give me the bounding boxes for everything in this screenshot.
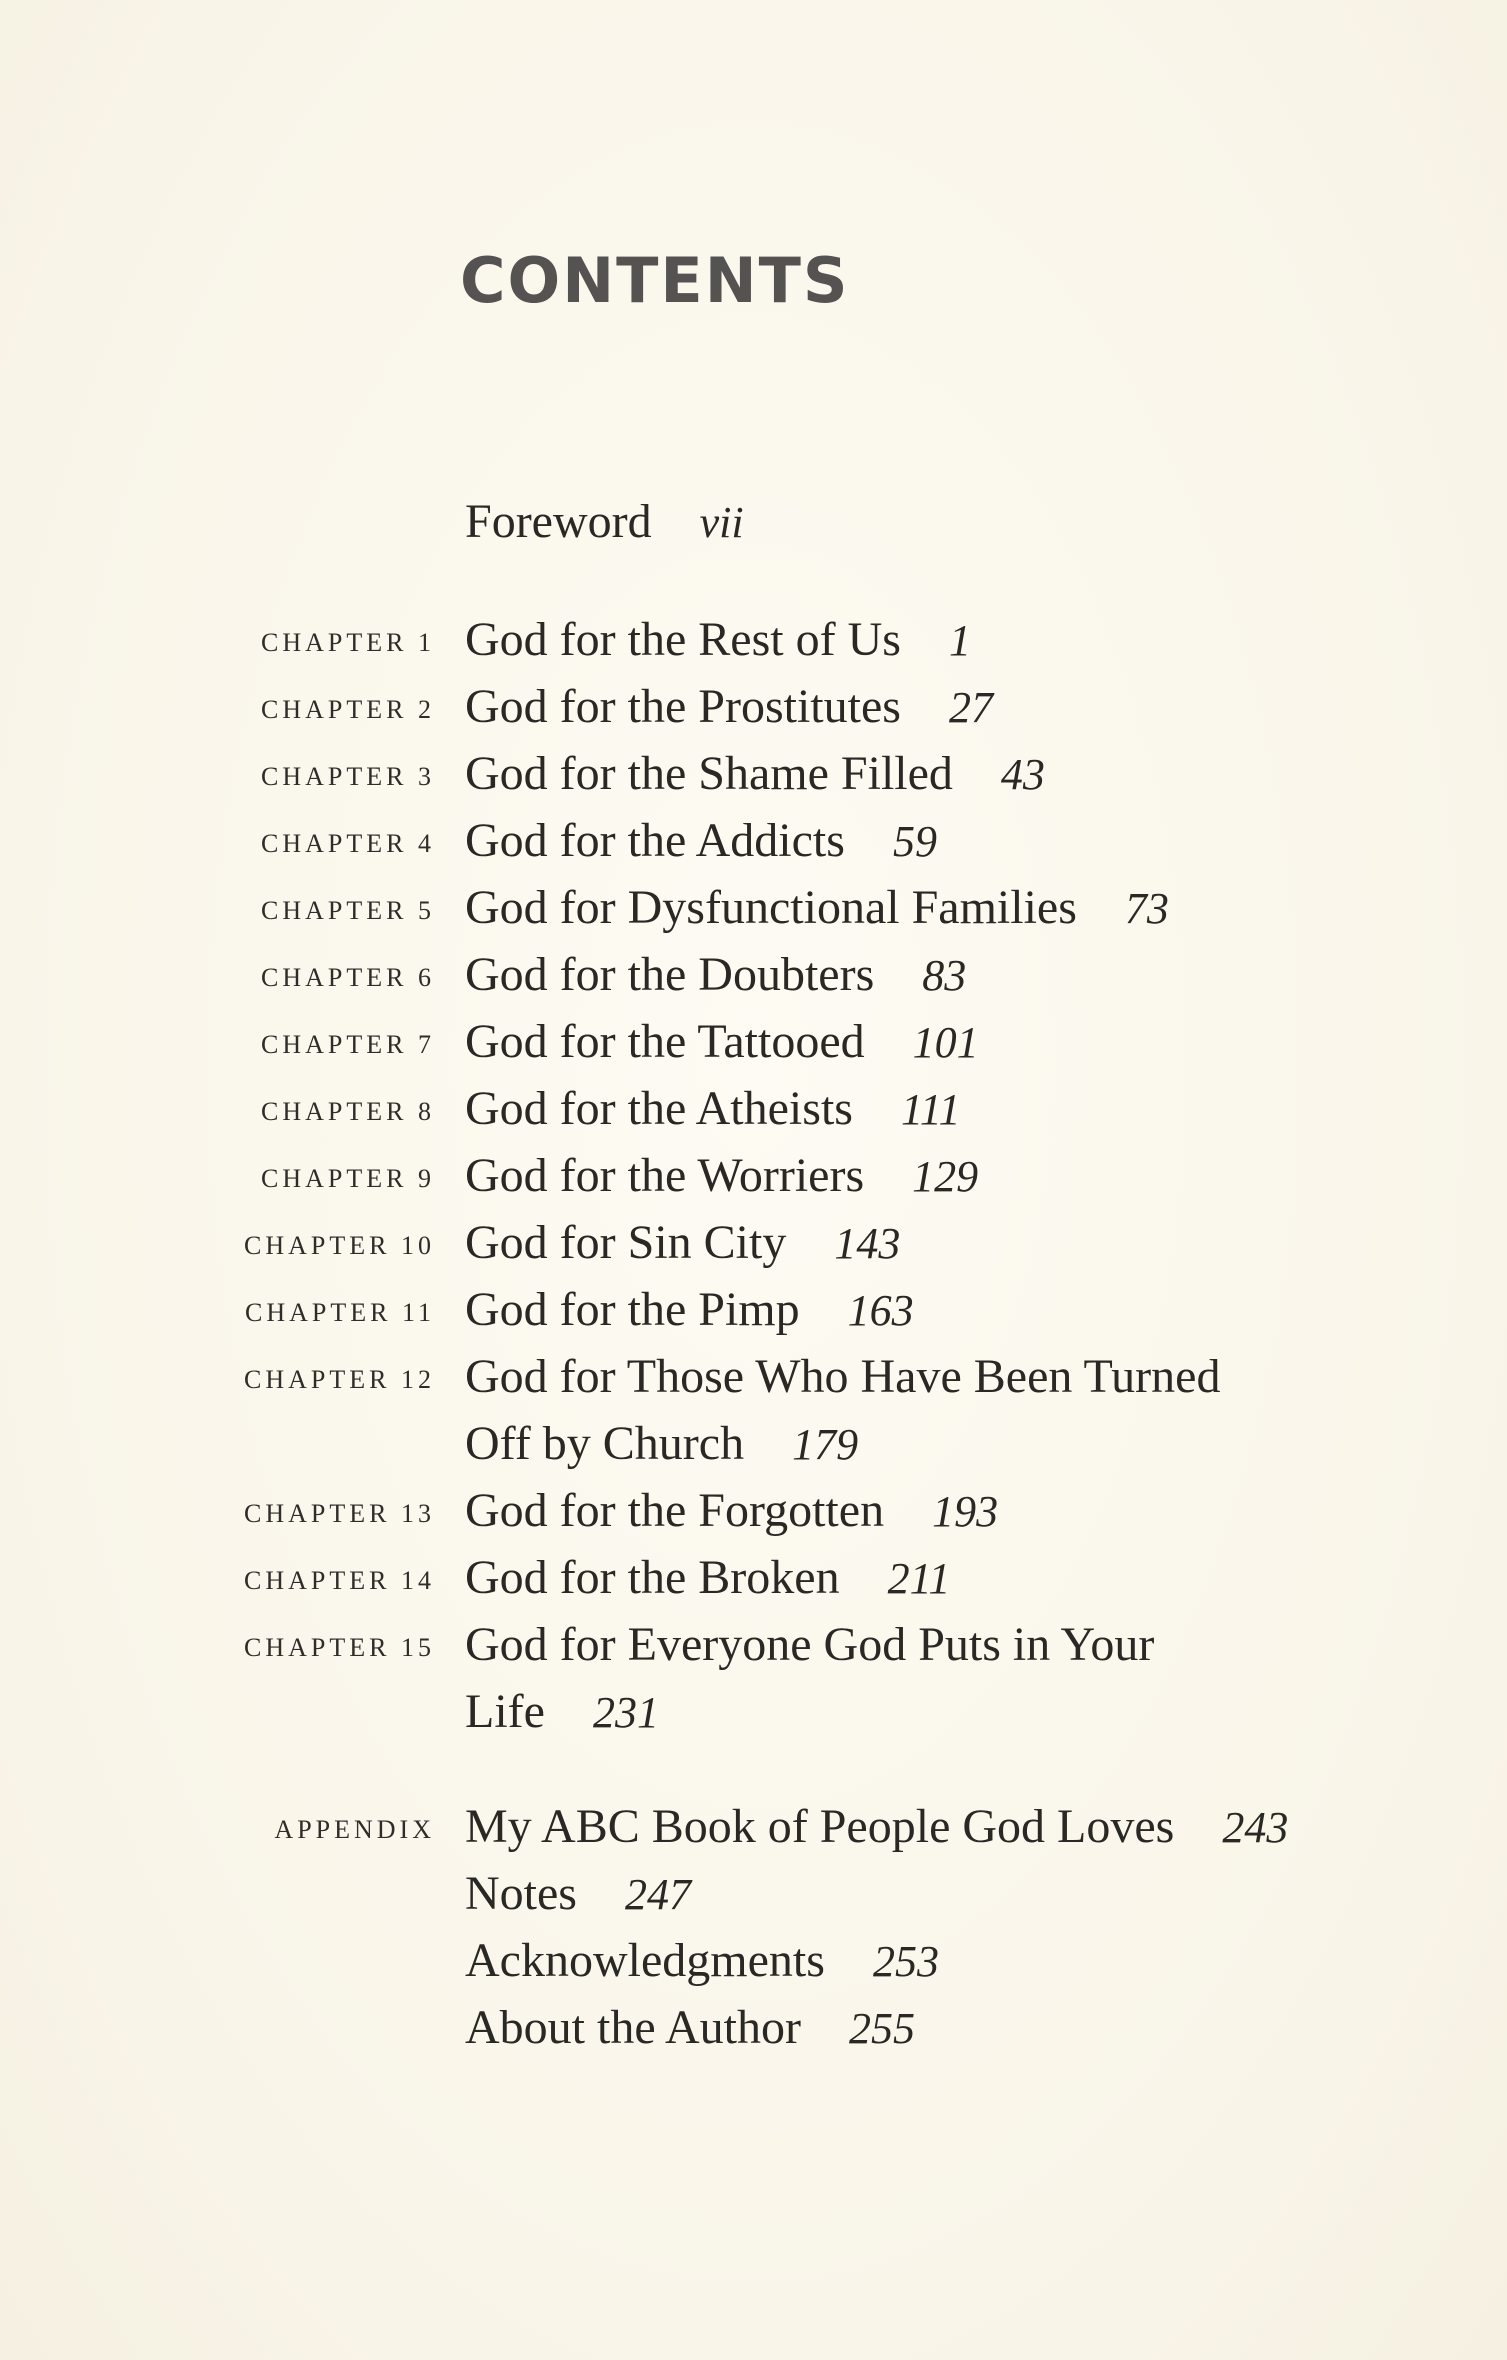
page-number: 27 [948,683,993,732]
entry-title: God for Dysfunctional Families [465,881,1077,934]
page-number: 231 [592,1688,659,1737]
page-number: 211 [887,1554,951,1603]
chapter-label: CHAPTER 15 [244,1633,435,1662]
entry-title: God for the Forgotten [465,1484,885,1537]
chapter-label: CHAPTER 4 [261,829,435,858]
entry-title: God for the Worriers [465,1149,865,1202]
entry-title: Notes [465,1867,577,1920]
page-number: 129 [912,1152,979,1201]
page-number: 43 [1000,750,1045,799]
entry-title: God for the Broken [465,1551,840,1604]
entry-title: God for Sin City [465,1216,787,1269]
page-number: 1 [948,616,971,665]
entry-title: Acknowledgments [465,1934,825,1987]
chapter-label: CHAPTER 8 [261,1097,435,1126]
entry-title: God for the Pimp [465,1283,800,1336]
entry-title: God for the Tattooed [465,1015,865,1068]
page-number: 101 [912,1018,979,1067]
page-number: 83 [922,951,967,1000]
page-number: 143 [834,1219,901,1268]
page-number: vii [699,498,744,547]
appendix-label: APPENDIX [274,1815,435,1844]
page-title: CONTENTS [460,244,850,317]
entry-title: God for Everyone God Puts in Your Life [465,1618,1155,1738]
entry-title: God for the Doubters [465,948,875,1001]
page-number: 253 [872,1937,939,1986]
chapter-label: CHAPTER 5 [261,896,435,925]
entry-title: God for the Shame Filled [465,747,953,800]
entry-title: God for the Atheists [465,1082,853,1135]
chapter-label: CHAPTER 9 [261,1164,435,1193]
page-number: 179 [792,1420,859,1469]
chapter-label: CHAPTER 12 [244,1365,435,1394]
page-number: 255 [848,2004,915,2053]
chapter-label: CHAPTER 3 [261,762,435,791]
chapter-label: CHAPTER 1 [261,628,435,657]
chapter-label: CHAPTER 7 [261,1030,435,1059]
page-number: 163 [847,1286,914,1335]
chapter-label: CHAPTER 11 [245,1298,435,1327]
page-number: 59 [892,817,937,866]
chapter-label: CHAPTER 14 [244,1566,435,1595]
entry-title: God for the Prostitutes [465,680,901,733]
entry-title: About the Author [465,2001,801,2054]
page-number: 111 [900,1085,961,1134]
page-number: 193 [932,1487,999,1536]
entry-title: God for the Rest of Us [465,613,901,666]
chapter-label: CHAPTER 2 [261,695,435,724]
entry-title: My ABC Book of People God Loves [465,1800,1175,1853]
chapter-label: CHAPTER 6 [261,963,435,992]
entry-title: Foreword [465,495,652,548]
chapter-label: CHAPTER 10 [244,1231,435,1260]
page-number: 73 [1124,884,1169,933]
chapter-label: CHAPTER 13 [244,1499,435,1528]
entry-title: God for the Addicts [465,814,845,867]
page-number: 247 [624,1870,691,1919]
page-number: 243 [1222,1803,1289,1852]
entry-title: God for Those Who Have Been Turned Off by Church [465,1350,1221,1470]
